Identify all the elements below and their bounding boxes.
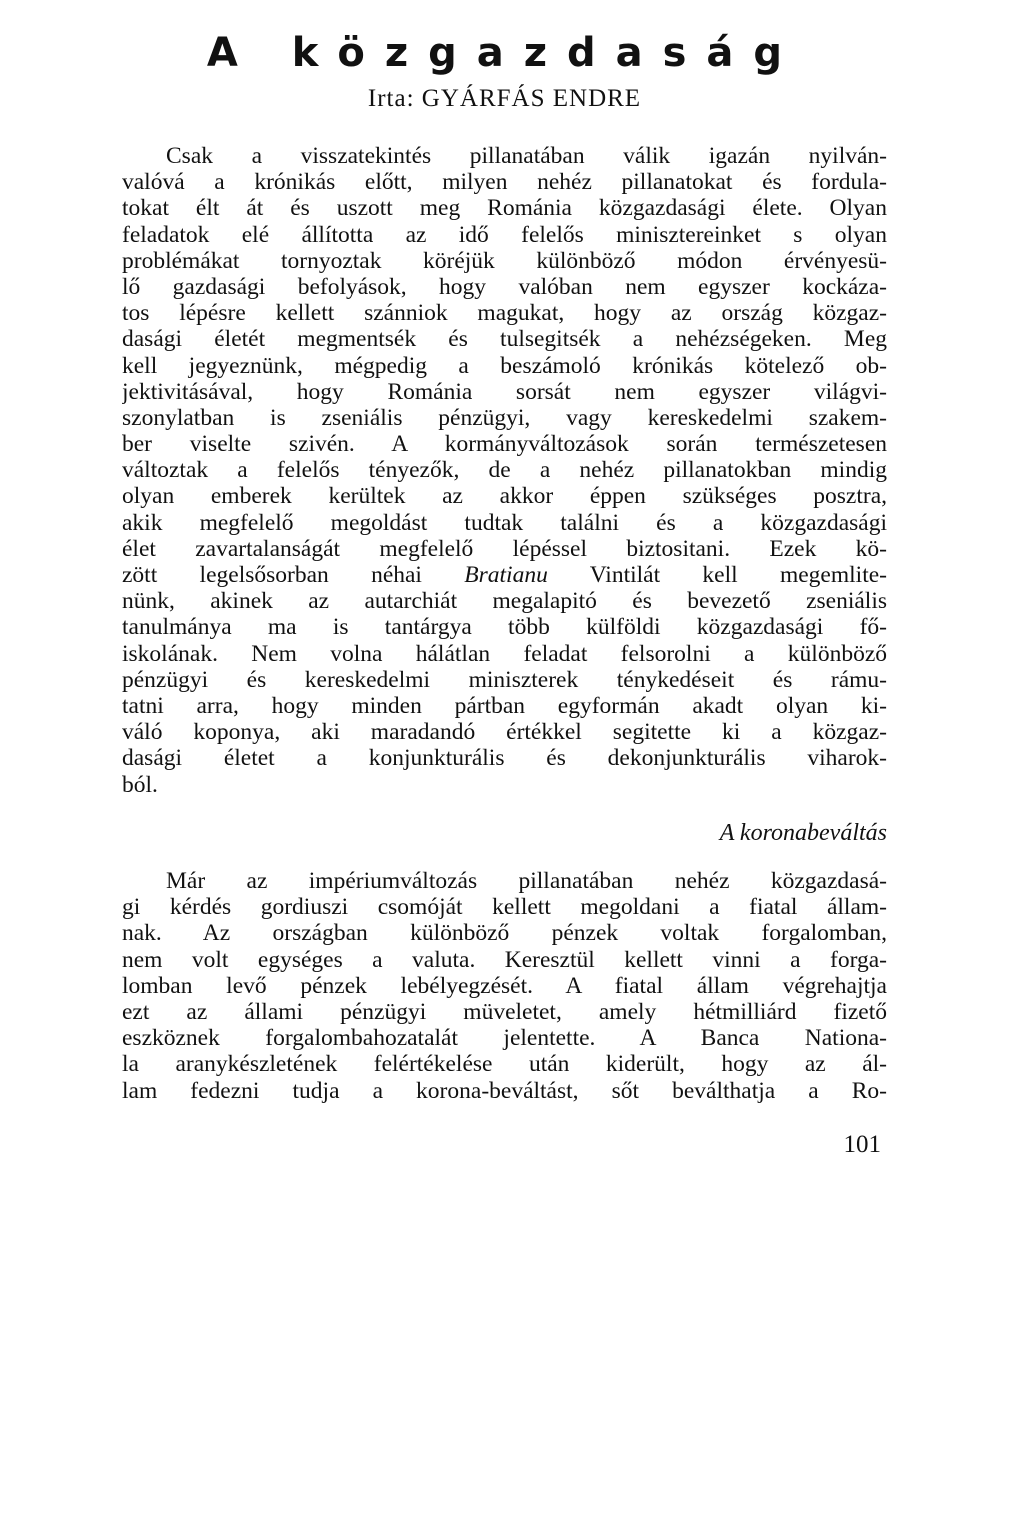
text-line: tatni arra, hogy minden pártban egyformán akadt olyan ki- <box>122 692 887 719</box>
text-line: kell jegyeznünk, mégpedig a beszámoló krónikás kötelező ob- <box>122 352 887 379</box>
text-line: szonylatban is zseniális pénzügyi, vagy kereskedelmi szakem- <box>122 404 887 431</box>
text-line: eszköznek forgalombahozatalát jelentette. A Banca Nationa- <box>122 1025 887 1052</box>
text-line: változtak a felelős tényezők, de a nehéz pillanatokban mindig <box>122 457 887 484</box>
text-line: ezt az állami pénzügyi müveletet, amely hétmilliárd fizető <box>122 998 887 1025</box>
text-line: Már az impériumváltozás pillanatában nehéz közgazdasá- <box>166 868 887 894</box>
text-line-with-name <box>122 562 887 588</box>
text-line: váló koponya, aki maradandó értékkel segitette ki a közgaz- <box>122 719 887 746</box>
text-line: élet zavartalanságát megfelelő lépéssel biztositani. Ezek kö- <box>122 535 887 562</box>
text-line: nak. Az országban különböző pénzek voltak forgalomban, <box>122 920 887 947</box>
book-page <box>122 0 887 1516</box>
text-line: la aranykészletének felértékelése után kiderült, hogy az ál- <box>122 1051 887 1078</box>
text-line: Csak a visszatekintés pillanatában válik igazán nyilván- <box>166 143 887 169</box>
article-author: Irta: GYÁRFÁS ENDRE <box>367 85 642 112</box>
text-line: ber viselte szivén. A kormányváltozások során természetesen <box>122 431 887 458</box>
text-line: akik megfelelő megoldást tudtak találni és a közgazdasági <box>122 509 887 536</box>
text-line: nem volt egységes a valuta. Keresztül kellett vinni a forga- <box>122 946 887 973</box>
body-paragraph-2 <box>122 868 887 1104</box>
text-line: dasági életét megmentsék és tulsegitsék a nehézségeken. Meg <box>122 326 887 353</box>
text-line: tokat élt át és uszott meg Románia közgazdasági élete. Olyan <box>122 195 887 222</box>
text-line: lam fedezni tudja a korona-beváltást, sőt beválthatja a Ro- <box>122 1077 887 1104</box>
page-number: 101 <box>843 1131 881 1158</box>
text-line: feladatok elé állította az idő felelős minisztereinket s olyan <box>122 221 887 248</box>
italic-person-name: Bratianu <box>464 562 548 588</box>
text-line: olyan emberek kerültek az akkor éppen szükséges posztra, <box>122 483 887 510</box>
text-line: gi kérdés gordiuszi csomóját kellett megoldani a fiatal állam- <box>122 894 887 921</box>
body-paragraph-1 <box>122 143 887 798</box>
text-line: valóvá a krónikás előtt, milyen nehéz pillanatokat és fordula- <box>122 169 887 196</box>
text-line: problémákat tornyoztak köréjük különböző módon érvényesü- <box>122 247 887 274</box>
text-line: dasági életet a konjunkturális és dekonjunkturális viharok- <box>122 745 887 772</box>
text-line: lő gazdasági befolyások, hogy valóban nem egyszer kockáza- <box>122 273 887 300</box>
section-heading: A koronabeváltás <box>719 820 887 846</box>
text-line: lomban levő pénzek lebélyegzését. A fiatal állam végrehajtja <box>122 972 887 999</box>
text-line: tanulmánya ma is tantárgya több külföldi közgazdasági fő- <box>122 614 887 641</box>
text-line: jektivitásával, hogy Románia sorsát nem egyszer világvi- <box>122 378 887 405</box>
text-fragment: Vintilát kell megemlite- <box>547 562 887 588</box>
text-line: ból. <box>122 771 158 798</box>
text-line: tos lépésre kellett szánniok magukat, hogy az ország közgaz- <box>122 300 887 327</box>
text-line: iskolának. Nem volna hálátlan feladat felsorolni a különböző <box>122 640 887 667</box>
text-line: pénzügyi és kereskedelmi miniszterek ténykedéseit és rámu- <box>122 666 887 693</box>
article-title: A közgazdaság <box>206 30 803 76</box>
text-line: nünk, akinek az autarchiát megalapitó és bevezető zseniális <box>122 588 887 615</box>
text-fragment: zött legelsősorban néhai <box>122 562 465 588</box>
